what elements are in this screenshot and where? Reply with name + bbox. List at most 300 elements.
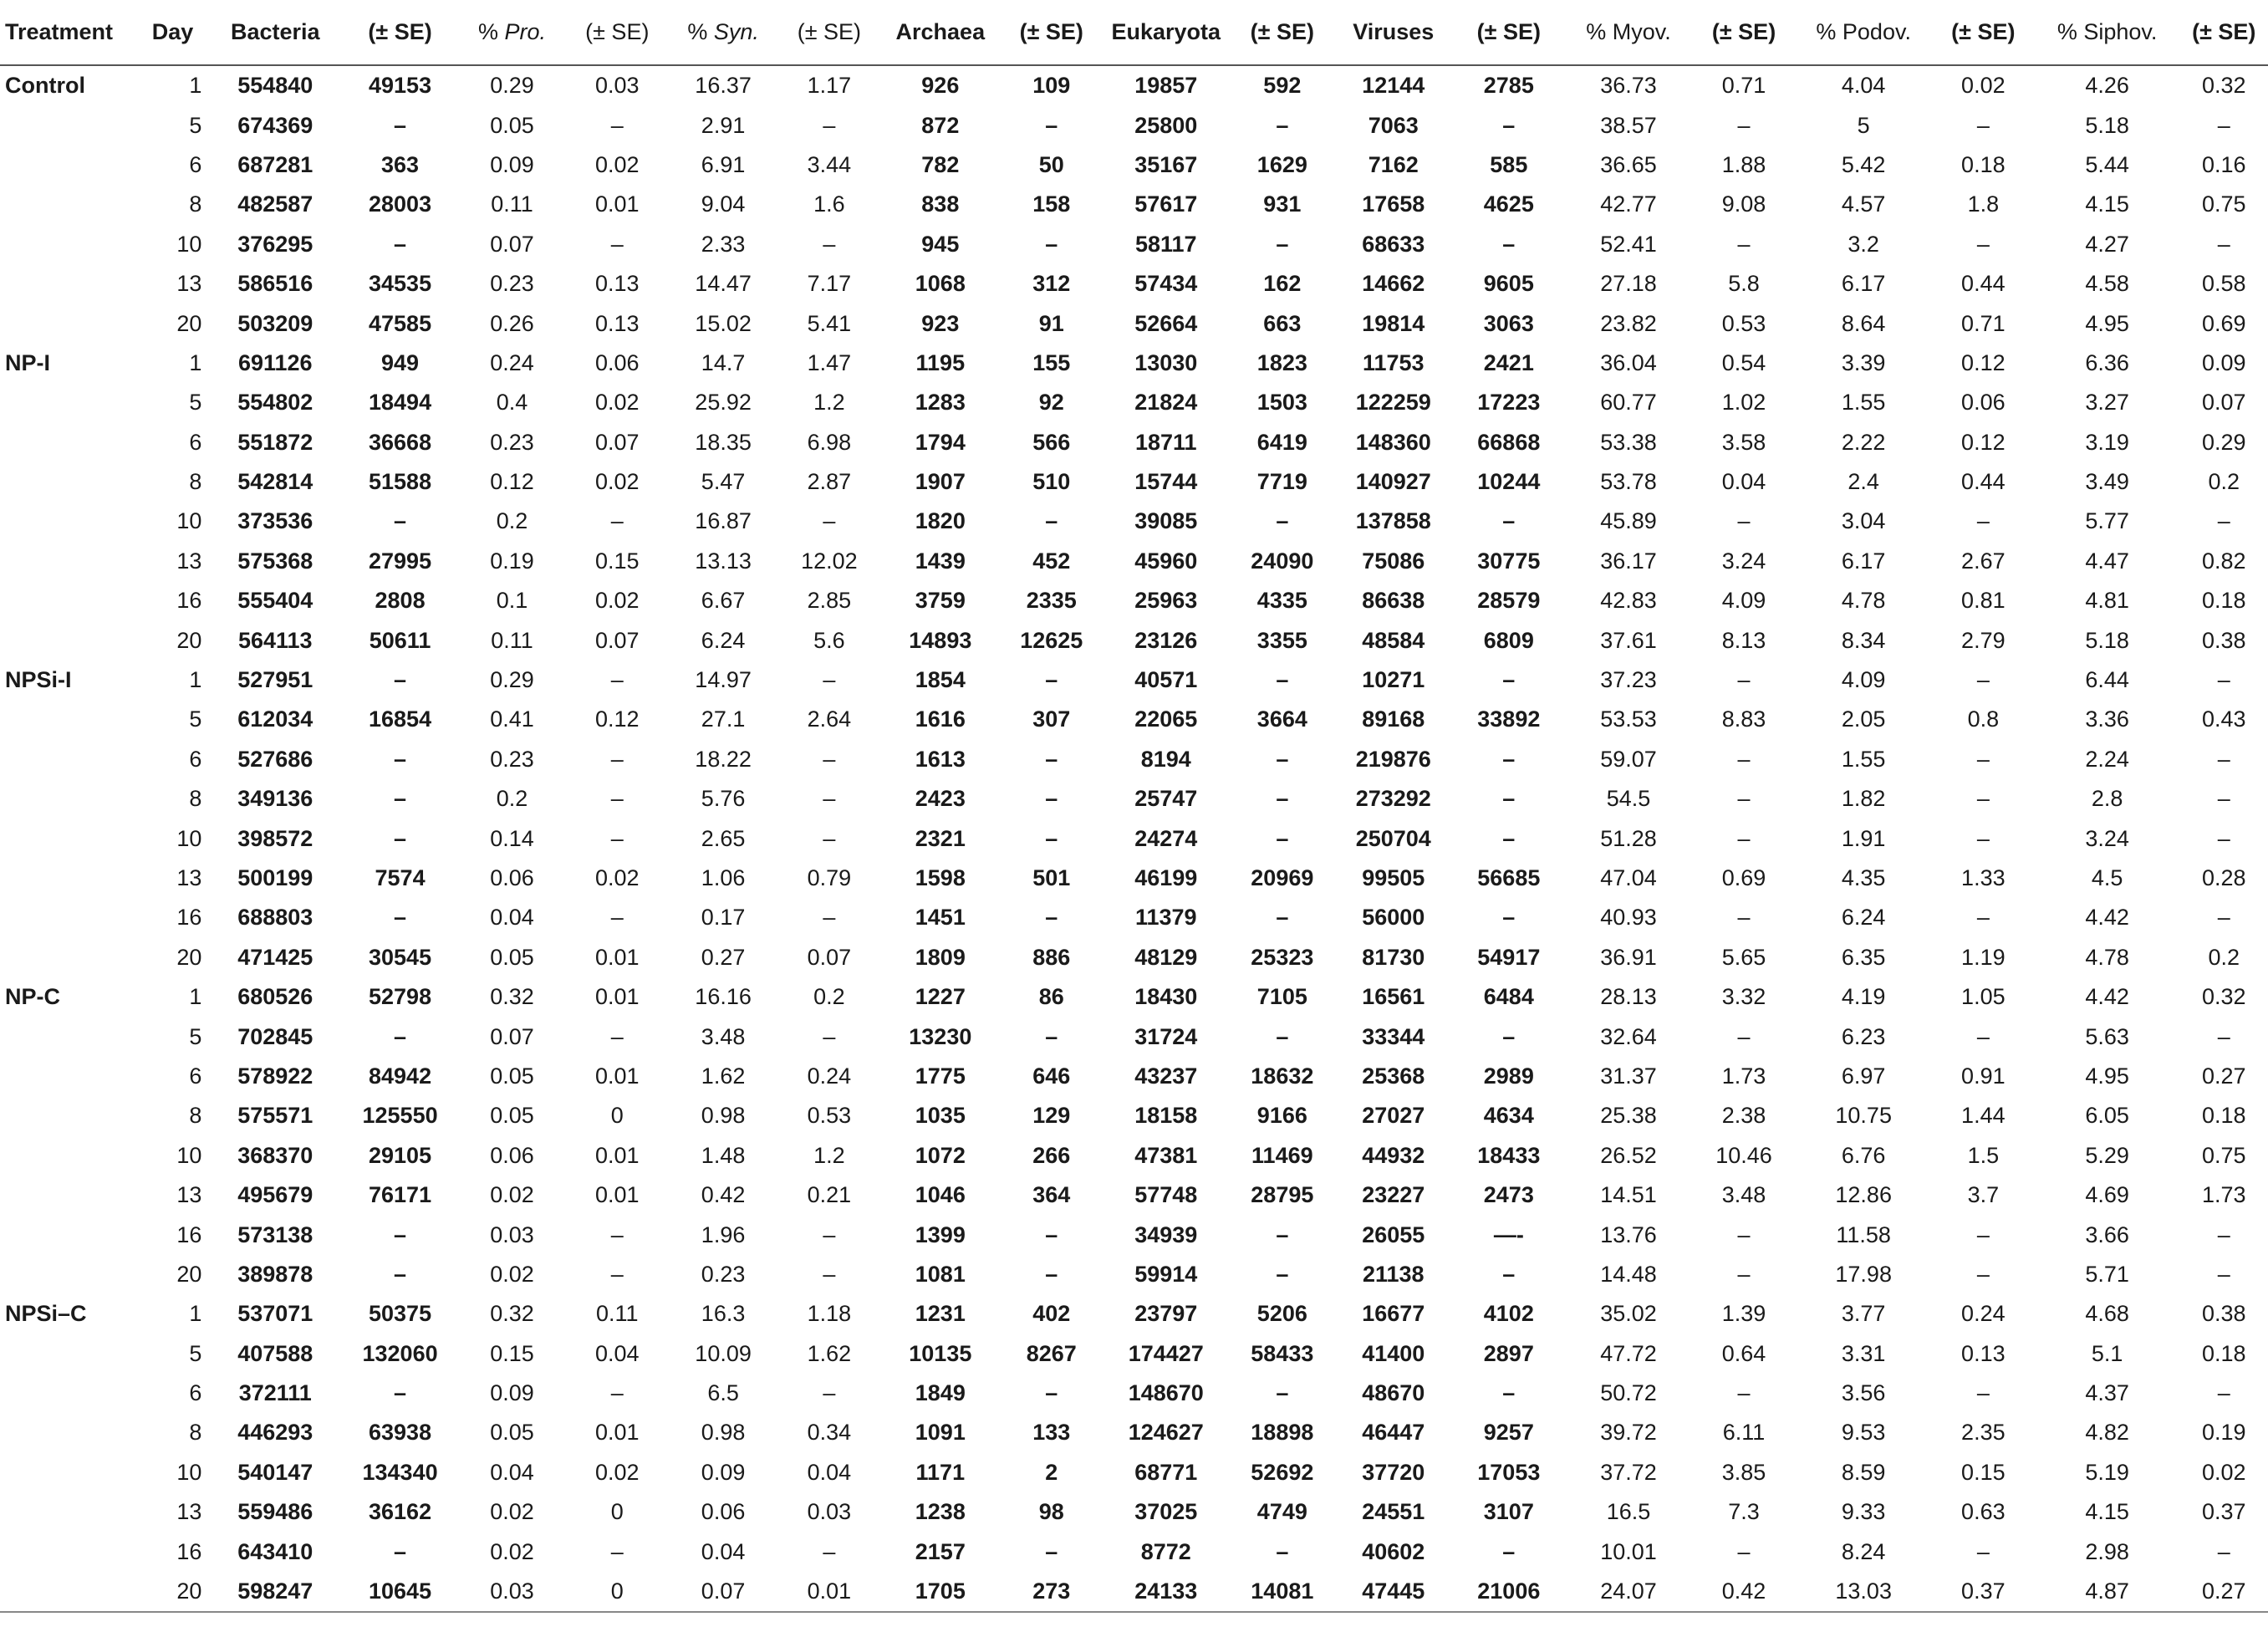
treatment-cell [0, 1096, 139, 1135]
value-cell: 363 [381, 151, 420, 177]
value-cell: 36.91 [1600, 944, 1657, 970]
column-header-2 [206, 0, 344, 65]
value-cell: 3.39 [1841, 349, 1886, 375]
value-cell: 3.44 [807, 151, 852, 177]
value-cell: 9.53 [1841, 1420, 1886, 1446]
value-cell: 0 [610, 1499, 624, 1525]
value-cell: 7.3 [1728, 1499, 1760, 1525]
value-cell: 5 [1857, 112, 1870, 138]
value-cell: – [1502, 825, 1516, 851]
column-header-text: (± SE) [1019, 19, 1083, 44]
value-cell: 0.03 [595, 73, 640, 99]
value-cell: 52.41 [1600, 231, 1657, 257]
value-cell: 1.55 [1841, 390, 1886, 416]
value-cell: 5.1 [2091, 1340, 2123, 1366]
treatment-cell [0, 264, 139, 303]
value-cell: 11.58 [1836, 1221, 1891, 1247]
value-cell: 542814 [237, 469, 313, 495]
value-cell: 3.32 [1721, 984, 1766, 1010]
table-row [0, 225, 2268, 264]
value-cell: 575571 [237, 1103, 313, 1129]
value-cell: 11753 [1362, 349, 1425, 375]
value-cell: 21138 [1362, 1261, 1425, 1287]
value-cell: 2.91 [701, 112, 746, 138]
value-cell: 3.7 [1967, 1182, 2000, 1208]
value-cell: 250704 [1355, 825, 1431, 851]
value-cell: – [2217, 1221, 2230, 1247]
treatment-cell [0, 620, 139, 660]
value-cell: 1820 [915, 508, 966, 534]
value-cell: – [823, 786, 836, 812]
value-cell: 3664 [1256, 706, 1307, 732]
value-cell: 566 [1032, 429, 1071, 455]
value-cell: 4.95 [2085, 1063, 2129, 1089]
table-row [0, 700, 2268, 739]
value-cell: – [1502, 1380, 1516, 1406]
value-cell: 63938 [369, 1420, 432, 1446]
value-cell: – [823, 112, 836, 138]
value-cell: 3.58 [1721, 429, 1766, 455]
value-cell: 402 [1032, 1301, 1071, 1327]
value-cell: 554802 [237, 390, 313, 416]
value-cell: 0.06 [490, 865, 534, 890]
value-cell: 53.38 [1600, 429, 1657, 455]
value-cell: 0.11 [491, 627, 533, 653]
value-cell: 4.19 [1841, 984, 1886, 1010]
value-cell: 0.09 [490, 1380, 534, 1406]
value-cell: – [823, 1023, 836, 1049]
value-cell: 0.71 [1961, 310, 2006, 336]
value-cell: 148360 [1355, 429, 1431, 455]
value-cell: 0.02 [595, 588, 640, 614]
value-cell: – [2217, 746, 2230, 772]
value-cell: 6419 [1256, 429, 1307, 455]
value-cell: 60.77 [1600, 390, 1657, 416]
value-cell: 2989 [1483, 1063, 1534, 1089]
value-cell: 554840 [237, 73, 313, 99]
value-cell: 0.02 [595, 865, 640, 890]
treatment-cell [0, 898, 139, 937]
value-cell: 56000 [1362, 905, 1425, 931]
value-cell: 349136 [237, 786, 313, 812]
value-cell: 0.44 [1961, 469, 2006, 495]
treatment-cell [0, 1255, 139, 1294]
value-cell: 24274 [1134, 825, 1198, 851]
column-header-text: (± SE) [797, 19, 862, 44]
value-cell: 3759 [915, 588, 966, 614]
value-cell: – [1276, 508, 1289, 534]
value-cell: 1794 [915, 429, 966, 455]
value-cell: 0.13 [1961, 1340, 2006, 1366]
value-cell: 0.06 [1961, 390, 2006, 416]
column-header-text: (± SE) [2192, 19, 2256, 44]
value-cell: 688803 [237, 905, 313, 931]
column-header-text: (± SE) [1250, 19, 1314, 44]
value-cell: 931 [1263, 191, 1302, 217]
value-cell: – [2217, 786, 2230, 812]
column-header-text: % [477, 19, 505, 44]
value-cell: 13.03 [1795, 1572, 1932, 1612]
table-row [0, 145, 2268, 185]
value-cell: 573138 [237, 1221, 313, 1247]
value-cell: – [823, 1380, 836, 1406]
value-cell: – [1276, 1023, 1289, 1049]
value-cell: 6.11 [1722, 1420, 1766, 1446]
value-cell: – [823, 667, 836, 693]
value-cell: 16.5 [1606, 1499, 1651, 1525]
value-cell: 42.77 [1600, 191, 1657, 217]
value-cell: 0.01 [595, 1063, 640, 1089]
value-cell: 4.68 [2085, 1301, 2129, 1327]
treatment-cell [0, 740, 139, 779]
value-cell: 585 [1490, 151, 1528, 177]
value-cell: 4.15 [2085, 1499, 2129, 1525]
value-cell: – [394, 667, 407, 693]
day-cell: 10 [176, 231, 202, 257]
value-cell: 10.09 [695, 1340, 752, 1366]
table-row [0, 462, 2268, 502]
value-cell: 19857 [1134, 73, 1198, 99]
day-cell: 1 [189, 1301, 202, 1327]
value-cell: 0.27 [2180, 1572, 2268, 1612]
value-cell: 14662 [1362, 271, 1425, 297]
value-cell: 4.95 [2085, 310, 2129, 336]
value-cell: 1.6 [813, 191, 845, 217]
value-cell: 2.33 [701, 231, 746, 257]
value-cell: 0.05 [490, 944, 534, 970]
value-cell: 307 [1032, 706, 1071, 732]
value-cell: 14.48 [1600, 1261, 1657, 1287]
column-header-text: (± SE) [585, 19, 650, 44]
value-cell: – [394, 905, 407, 931]
value-cell: 6.17 [1841, 548, 1886, 574]
value-cell: 0.82 [2201, 548, 2246, 574]
table-row [0, 383, 2268, 422]
value-cell: – [1737, 825, 1751, 851]
value-cell: 219876 [1355, 746, 1431, 772]
value-cell: 162 [1263, 271, 1302, 297]
value-cell: 4.57 [1841, 191, 1886, 217]
value-cell: 0.02 [490, 1182, 534, 1208]
value-cell: 6.44 [2085, 667, 2129, 693]
value-cell: 6484 [1483, 984, 1534, 1010]
value-cell: 36.65 [1600, 151, 1657, 177]
treatment-cell [0, 1492, 139, 1532]
value-cell: 0.75 [2201, 1142, 2246, 1168]
column-header-text: % [687, 19, 714, 44]
value-cell: 1613 [915, 746, 966, 772]
value-cell: 6.97 [1841, 1063, 1886, 1089]
value-cell: 1.5 [1967, 1142, 2000, 1168]
value-cell: 58433 [1251, 1340, 1314, 1366]
column-header-text: Eukaryota [1111, 19, 1221, 44]
value-cell: – [1976, 1023, 1990, 1049]
value-cell: 586516 [237, 271, 313, 297]
value-cell: – [610, 905, 624, 931]
value-cell: 3.85 [1721, 1459, 1766, 1485]
value-cell: 1629 [1256, 151, 1307, 177]
value-cell: 23126 [1134, 627, 1198, 653]
value-cell: 30545 [369, 944, 432, 970]
day-cell: 5 [189, 706, 202, 732]
value-cell: 0 [568, 1572, 667, 1612]
table-row [0, 1453, 2268, 1492]
table-row [0, 779, 2268, 819]
value-cell: 40571 [1134, 667, 1198, 693]
value-cell: – [1976, 1261, 1990, 1287]
value-cell: – [1045, 786, 1058, 812]
column-header-11 [1231, 0, 1333, 65]
value-cell: 16854 [369, 706, 432, 732]
value-cell: 50.72 [1600, 1380, 1657, 1406]
value-cell: 47381 [1134, 1142, 1198, 1168]
value-cell: – [1737, 1538, 1751, 1564]
value-cell: 1.48 [701, 1142, 746, 1168]
value-cell: 0.21 [807, 1182, 852, 1208]
value-cell: 0.02 [595, 151, 640, 177]
value-cell: 6.36 [2085, 349, 2129, 375]
day-cell: 16 [176, 588, 202, 614]
table-row [0, 264, 2268, 303]
value-cell: – [1276, 231, 1289, 257]
value-cell: 52664 [1134, 310, 1198, 336]
treatment-cell [0, 225, 139, 264]
value-cell: 10645 [344, 1572, 456, 1612]
value-cell: – [610, 231, 624, 257]
value-cell: 6.05 [2085, 1103, 2129, 1129]
day-cell: 8 [189, 469, 202, 495]
value-cell: 0.03 [456, 1572, 568, 1612]
value-cell: 0.02 [490, 1499, 534, 1525]
value-cell: – [1737, 905, 1751, 931]
value-cell: 0.41 [490, 706, 534, 732]
column-header-5 [568, 0, 667, 65]
value-cell: 0.69 [1721, 865, 1766, 890]
value-cell: 24551 [1362, 1499, 1425, 1525]
day-cell: 8 [189, 1420, 202, 1446]
value-cell: 16.3 [701, 1301, 746, 1327]
value-cell: 8.24 [1841, 1538, 1886, 1564]
value-cell: 6.98 [807, 429, 852, 455]
value-cell: 0.23 [490, 746, 534, 772]
value-cell: 52798 [369, 984, 432, 1010]
value-cell: 57434 [1134, 271, 1198, 297]
value-cell: 372111 [238, 1380, 312, 1406]
value-cell: 1.2 [813, 1142, 845, 1168]
value-cell: 0.13 [595, 271, 640, 297]
value-cell: 92 [1038, 390, 1064, 416]
value-cell: 1091 [915, 1420, 966, 1446]
value-cell: 86 [1038, 984, 1064, 1010]
value-cell: 6.35 [1841, 944, 1886, 970]
table-row [0, 1572, 2268, 1612]
value-cell: – [1045, 1221, 1058, 1247]
value-cell: 16.37 [695, 73, 752, 99]
value-cell: 4.04 [1841, 73, 1886, 99]
value-cell: 0.01 [595, 1420, 640, 1446]
value-cell: 140927 [1355, 469, 1431, 495]
value-cell: 0.16 [2201, 151, 2246, 177]
value-cell: 0.32 [2201, 984, 2246, 1010]
value-cell: – [1502, 112, 1516, 138]
value-cell: 0.44 [1961, 271, 2006, 297]
value-cell: 555404 [237, 588, 313, 614]
value-cell: 4335 [1256, 588, 1307, 614]
day-cell: 10 [176, 1142, 202, 1168]
value-cell: 0.07 [490, 1023, 534, 1049]
value-cell: 674369 [237, 112, 313, 138]
treatment-cell [0, 1176, 139, 1215]
value-cell: 0.07 [807, 944, 852, 970]
day-cell: 16 [176, 905, 202, 931]
value-cell: 612034 [237, 706, 313, 732]
value-cell: 2.79 [1961, 627, 2006, 653]
day-cell: 16 [176, 1221, 202, 1247]
value-cell: 0.09 [701, 1459, 746, 1485]
value-cell: 91 [1038, 310, 1064, 336]
value-cell: 1.62 [701, 1063, 746, 1089]
value-cell: 2.85 [807, 588, 852, 614]
value-cell: 598247 [206, 1572, 344, 1612]
value-cell: 0.27 [2201, 1063, 2246, 1089]
column-header-17 [1932, 0, 2035, 65]
value-cell: 0.27 [701, 944, 746, 970]
value-cell: 0.2 [496, 508, 528, 534]
value-cell: 9.33 [1841, 1499, 1886, 1525]
value-cell: 36.17 [1600, 548, 1657, 574]
value-cell: 124627 [1128, 1420, 1204, 1446]
value-cell: 3063 [1483, 310, 1534, 336]
value-cell: 2.38 [1721, 1103, 1766, 1129]
value-cell: 14.97 [695, 667, 752, 693]
value-cell: 17.98 [1835, 1261, 1892, 1287]
day-cell: 5 [189, 112, 202, 138]
value-cell: 3.24 [2085, 825, 2129, 851]
value-cell: —- [1493, 1221, 1524, 1247]
table-body [0, 65, 2268, 1612]
value-cell: 4.78 [1841, 588, 1886, 614]
value-cell: 680526 [237, 984, 313, 1010]
value-cell: 86638 [1362, 588, 1425, 614]
value-cell: 38.57 [1600, 112, 1657, 138]
value-cell: 273 [1001, 1572, 1101, 1612]
value-cell: 1046 [915, 1182, 966, 1208]
header-row [0, 0, 2268, 65]
value-cell: 0.05 [490, 112, 534, 138]
value-cell: 31724 [1134, 1023, 1198, 1049]
value-cell: 0.11 [491, 191, 533, 217]
value-cell: – [610, 1380, 624, 1406]
value-cell: – [1502, 1538, 1516, 1564]
value-cell: – [823, 1221, 836, 1247]
value-cell: 122259 [1355, 390, 1431, 416]
value-cell: 2.35 [1961, 1420, 2006, 1446]
value-cell: 39085 [1134, 508, 1198, 534]
value-cell: 1035 [915, 1103, 966, 1129]
value-cell: 3.19 [2085, 429, 2129, 455]
value-cell: 0.4 [496, 390, 528, 416]
table-row [0, 344, 2268, 383]
value-cell: 20969 [1251, 865, 1314, 890]
value-cell: – [823, 1261, 836, 1287]
value-cell: 1.44 [1961, 1103, 2006, 1129]
value-cell: 4.15 [2085, 191, 2129, 217]
value-cell: 158 [1032, 191, 1071, 217]
value-cell: 266 [1032, 1142, 1071, 1168]
value-cell: 0.06 [701, 1499, 746, 1525]
value-cell: 8.59 [1841, 1459, 1886, 1485]
column-header-15 [1693, 0, 1796, 65]
value-cell: 48584 [1362, 627, 1425, 653]
value-cell: – [610, 508, 624, 534]
table-row [0, 1255, 2268, 1294]
value-cell: 471425 [237, 944, 313, 970]
value-cell: 0.15 [490, 1340, 534, 1366]
value-cell: 2.67 [1961, 548, 2006, 574]
day-cell: 10 [176, 1459, 202, 1485]
table-row [0, 819, 2268, 858]
value-cell: 9.04 [701, 191, 746, 217]
table-row [0, 65, 2268, 105]
value-cell: 0.69 [2201, 310, 2246, 336]
value-cell: 5.42 [1841, 151, 1886, 177]
value-cell: 31.37 [1600, 1063, 1657, 1089]
treatment-cell [0, 542, 139, 581]
value-cell: 8.83 [1721, 706, 1766, 732]
value-cell: 4.82 [2085, 1420, 2129, 1446]
value-cell: 21006 [1453, 1572, 1564, 1612]
value-cell: 68633 [1362, 231, 1425, 257]
value-cell: 3.56 [1841, 1380, 1886, 1406]
value-cell: – [823, 231, 836, 257]
treatment-cell [0, 462, 139, 502]
value-cell: 537071 [237, 1301, 313, 1327]
value-cell: 0.2 [813, 984, 845, 1010]
value-cell: 495679 [237, 1182, 313, 1208]
value-cell: 30775 [1477, 548, 1541, 574]
value-cell: 0.23 [701, 1261, 746, 1287]
value-cell: 0.04 [1721, 469, 1766, 495]
day-cell: 13 [176, 271, 202, 297]
value-cell: 0.8 [1967, 706, 2000, 732]
value-cell: – [1276, 905, 1289, 931]
value-cell: 52692 [1251, 1459, 1314, 1485]
day-cell: 10 [176, 508, 202, 534]
treatment-cell [0, 1374, 139, 1413]
value-cell: 17223 [1477, 390, 1541, 416]
value-cell: 18.22 [695, 746, 752, 772]
value-cell: 5206 [1256, 1301, 1307, 1327]
value-cell: 564113 [237, 627, 313, 653]
value-cell: 2.8 [2091, 786, 2123, 812]
value-cell: 9605 [1483, 271, 1534, 297]
value-cell: 3.48 [701, 1023, 746, 1049]
column-header-text: % Myov. [1586, 19, 1671, 44]
table-row [0, 1532, 2268, 1571]
value-cell: – [823, 746, 836, 772]
value-cell: 0.29 [490, 73, 534, 99]
day-cell: 5 [189, 1023, 202, 1049]
column-header-text: Bacteria [230, 19, 320, 44]
value-cell: – [1502, 746, 1516, 772]
value-cell: 0.02 [490, 1538, 534, 1564]
value-cell: 510 [1032, 469, 1071, 495]
value-cell: 1399 [915, 1221, 966, 1247]
value-cell: 0.2 [2208, 469, 2240, 495]
value-cell: 1072 [915, 1142, 966, 1168]
value-cell: 23.82 [1600, 310, 1657, 336]
value-cell: 5.19 [2085, 1459, 2129, 1485]
